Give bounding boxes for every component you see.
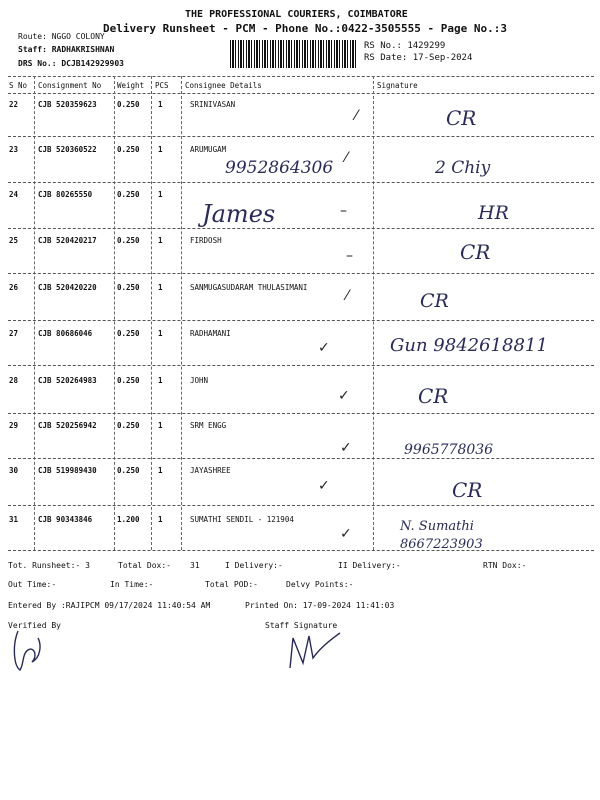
table-bottom-rule (8, 550, 594, 551)
row-weight: 0.250 (117, 421, 140, 430)
row-signature: Gun 9842618811 (390, 335, 548, 356)
row-consignee: SUMATHI SENDIL - 121904 (190, 515, 294, 524)
staff-signature-label: Staff Signature (265, 621, 338, 630)
total-pod: Total POD:- (205, 580, 258, 589)
row-consignment: CJB 90343846 (38, 515, 93, 524)
row-pcs: 1 (158, 421, 163, 430)
total-dox-label: Total Dox:- (118, 561, 171, 570)
tick-mark: ✓ (318, 478, 330, 494)
row-consignment: CJB 520420220 (38, 283, 97, 292)
tick-mark: ✓ (340, 526, 352, 542)
handwritten-phone: 9952864306 (225, 158, 334, 178)
rs-number: RS No.: 1429299 (364, 41, 446, 51)
i-delivery: I Delivery:- (225, 561, 283, 570)
row-signature: HR (478, 202, 509, 224)
col-consignment: Consignment No (38, 81, 102, 90)
row-signature: 2 Chiy (435, 158, 491, 178)
row-signature: 9965778036 (404, 442, 494, 458)
tick-mark: ⁄ (345, 150, 348, 166)
row-consignment: CJB 520264983 (38, 376, 97, 385)
tick-mark: ⁄ (346, 288, 349, 304)
row-consignment: CJB 80265550 (38, 190, 93, 199)
delvy-points: Delvy Points:- (286, 580, 354, 589)
col-divider (114, 76, 115, 550)
staff-signature (285, 628, 345, 673)
row-pcs: 1 (158, 466, 163, 475)
col-weight: Weight (117, 81, 145, 90)
row-weight: 0.250 (117, 145, 140, 154)
row-consignee: FIRDOSH (190, 236, 222, 245)
row-signature: CR (460, 240, 491, 264)
ii-delivery: II Delivery:- (338, 561, 401, 570)
row-consignee: SRINIVASAN (190, 100, 236, 109)
row-sno: 23 (9, 145, 19, 154)
row-pcs: 1 (158, 283, 163, 292)
row-weight: 1.200 (117, 515, 140, 524)
row-divider (8, 136, 594, 137)
row-weight: 0.250 (117, 466, 140, 475)
row-signature: CR (446, 106, 477, 130)
table-top-rule (8, 76, 594, 77)
row-divider (8, 413, 594, 414)
row-sno: 29 (9, 421, 19, 430)
row-pcs: 1 (158, 329, 163, 338)
row-weight: 0.250 (117, 283, 140, 292)
route: Route: NGGO COLONY (18, 32, 105, 41)
row-divider (8, 320, 594, 321)
row-signature: CR (420, 290, 449, 312)
row-pcs: 1 (158, 376, 163, 385)
in-time: In Time:- (110, 580, 154, 589)
tick-mark: ✓ (340, 440, 352, 456)
row-consignee: JAYASHREE (190, 466, 231, 475)
row-sno: 22 (9, 100, 19, 109)
row-sno: 25 (9, 236, 19, 245)
row-consignee: RADHAMANI (190, 329, 231, 338)
row-consignment: CJB 520359623 (38, 100, 97, 109)
company-title: THE PROFESSIONAL COURIERS, COIMBATORE (185, 9, 408, 20)
col-consignee: Consignee Details (185, 81, 262, 90)
row-divider (8, 228, 594, 229)
row-weight: 0.250 (117, 100, 140, 109)
row-divider (8, 182, 594, 183)
row-signature: N. Sumathi 8667223903 (400, 519, 483, 552)
barcode (230, 40, 358, 68)
row-consignment: CJB 520420217 (38, 236, 97, 245)
tick-mark: ✓ (338, 388, 350, 404)
row-sno: 26 (9, 283, 19, 292)
tick-mark: – (340, 203, 347, 219)
row-divider (8, 458, 594, 459)
col-divider (373, 76, 374, 550)
table-header-rule (8, 93, 594, 94)
drs-number: DRS No.: DCJB142929903 (18, 59, 124, 68)
verifier-signature (8, 626, 48, 676)
col-divider (181, 76, 182, 550)
row-consignee: ARUMUGAM (190, 145, 227, 154)
verified-by: Verified By (8, 621, 61, 630)
tick-mark: – (346, 248, 353, 264)
runsheet-title: Delivery Runsheet - PCM - Phone No.:0422-3505555 - Page No.:3 (103, 22, 507, 35)
row-sno: 30 (9, 466, 19, 475)
row-sno: 28 (9, 376, 19, 385)
col-signature: Signature (377, 81, 418, 90)
row-pcs: 1 (158, 100, 163, 109)
row-consignee: SRM ENGG (190, 421, 227, 430)
row-pcs: 1 (158, 145, 163, 154)
staff: Staff: RADHAKRISHNAN (18, 45, 115, 54)
row-consignment: CJB 520360522 (38, 145, 97, 154)
handwritten-name: James (202, 200, 276, 228)
row-signature: CR (418, 384, 449, 408)
printed-on: Printed On: 17-09-2024 11:41:03 (245, 601, 395, 610)
col-divider (34, 76, 35, 550)
col-divider (151, 76, 152, 550)
row-weight: 0.250 (117, 329, 140, 338)
out-time: Out Time:- (8, 580, 57, 589)
entered-by: Entered By :RAJIPCM 09/17/2024 11:40:54 AM (8, 601, 211, 610)
row-sno: 31 (9, 515, 19, 524)
row-consignee: JOHN (190, 376, 209, 385)
tick-mark: ✓ (318, 340, 330, 356)
tick-mark: ⁄ (355, 108, 358, 124)
row-divider (8, 365, 594, 366)
row-divider (8, 505, 594, 506)
row-divider (8, 273, 594, 274)
row-consignee: SANMUGASUDARAM THULASIMANI (190, 283, 308, 292)
row-sno: 27 (9, 329, 19, 338)
row-consignment: CJB 520256942 (38, 421, 97, 430)
col-pcs: PCS (155, 81, 169, 90)
row-weight: 0.250 (117, 190, 140, 199)
row-weight: 0.250 (117, 376, 140, 385)
row-consignment: CJB 519989430 (38, 466, 97, 475)
row-pcs: 1 (158, 190, 163, 199)
col-sno: S No (9, 81, 28, 90)
row-sno: 24 (9, 190, 19, 199)
row-weight: 0.250 (117, 236, 140, 245)
rs-date: RS Date: 17-Sep-2024 (364, 53, 473, 63)
row-pcs: 1 (158, 515, 163, 524)
total-dox-value: 31 (190, 561, 200, 570)
row-signature: CR (452, 478, 483, 502)
row-consignment: CJB 80686046 (38, 329, 93, 338)
rtn-dox: RTN Dox:- (483, 561, 527, 570)
tot-runsheet: Tot. Runsheet:- 3 (8, 561, 90, 570)
row-pcs: 1 (158, 236, 163, 245)
